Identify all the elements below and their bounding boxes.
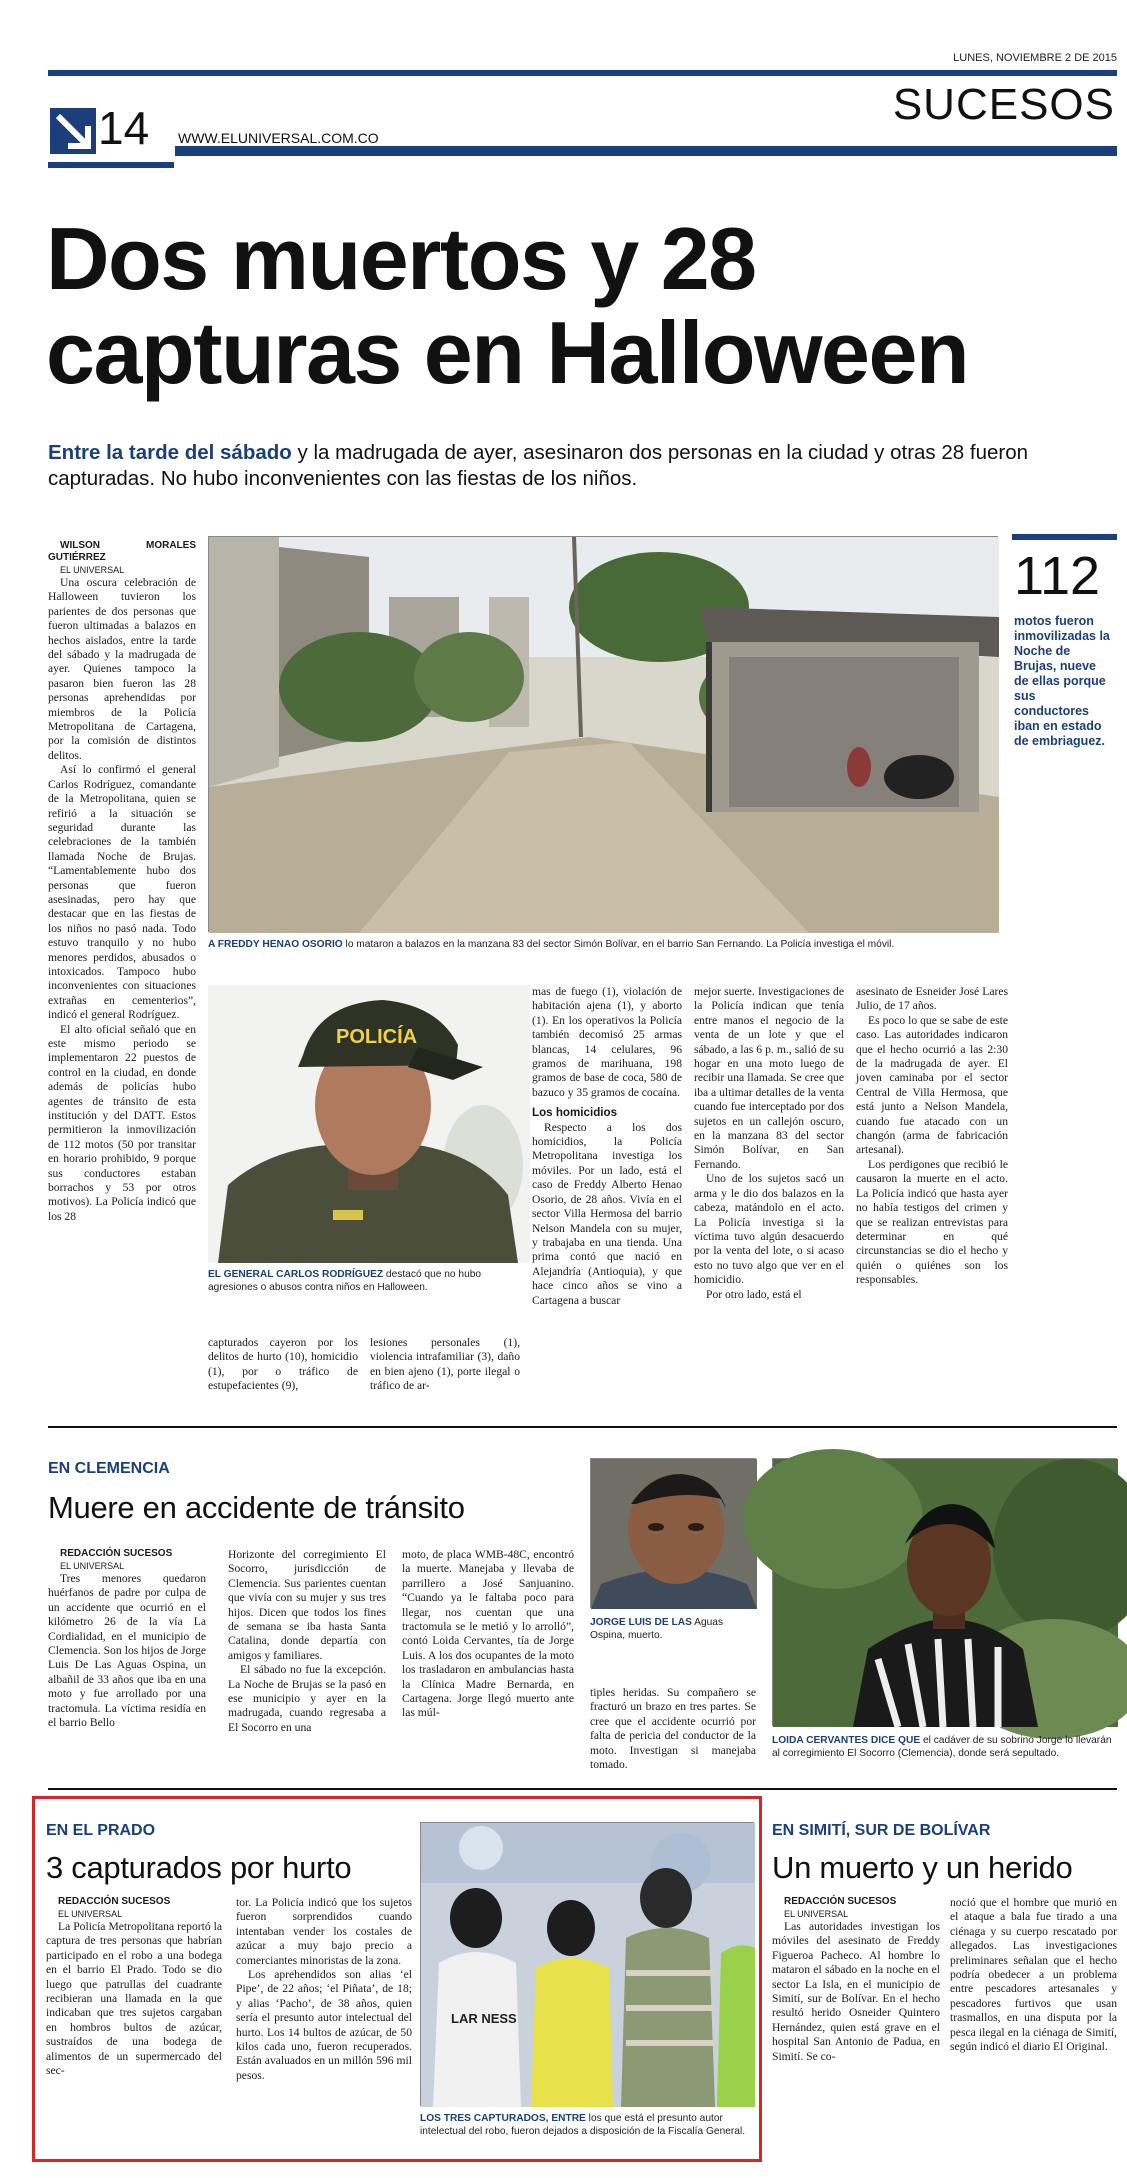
clemencia-col4-p1: tiples heridas. Su compañero se fracturó un brazo en tres partes. Se cree que el accidente ocurrió por falta de pericia del conductor de la moto. Investigan si manejaba tomado. [590,1686,756,1772]
main-col4-p2: Respecto a los dos homicidios, la Policía Metropolitana investiga los móviles. Por un lado, está el caso de Freddy Alberto Henao Osorio, de 28 años. Vivía en el sector Villa Hermosa del barrio Nelson Mandela con su mujer, y trabajaba en una tienda. Una prima contó que nació en Alejandría (Antioquia), y que hace cinco años se vino a Cartagena a buscar [532,1120,682,1307]
clemencia-col-4 [590,1686,756,1772]
loida-portrait-image [773,1459,1118,1727]
cap-text: POLICÍA [336,1026,418,1048]
main-col-1 [48,540,196,1400]
main-col5-p1: mejor suerte. Investigaciones de la Policía indican que tenía entre manos el negocio de la venta de un lote y que el sábado, a las 6 p. m., salió de su hogar en una moto luego de recibir una llamada. Se cree que iba a ultimar detalles de la venta cuando fue interceptado por dos sujetos en un callejón oscuro, en la manzana 83 del sector Simón Bolívar, en San Fernando. [694,985,845,1171]
stat-number: 112 [1014,546,1101,606]
issue-date: LUNES, NOVIEMBRE 2 DE 2015 [953,52,1117,64]
clemencia-headline: Muere en accidente de tránsito [48,1490,465,1525]
clemencia-source: EL UNIVERSAL [60,1561,125,1571]
main-deck-highlight: Entre la tarde del sábado [48,441,292,464]
main-deck [48,440,1028,492]
section-divider-1 [48,1426,1117,1428]
page-arrow-icon [50,108,96,159]
main-deck-text: y la madrugada de ayer, asesinaron dos personas en la ciudad y otras 28 fueron capturadas. No hubo inconvenientes con las fiestas de los niños. [48,441,1029,490]
main-col-3 [370,1336,520,1400]
photo-loida [772,1458,1117,1726]
clemencia-col-1 [48,1548,206,1758]
main-col-2 [208,1336,358,1400]
simiti-source: EL UNIVERSAL [784,1909,849,1919]
simiti-col1-p1: Las autoridades investigan los móviles del asesinato de Freddy Figueroa Pacheco. Al hombre lo mataron el sábado en la noche en el sector La Isla, en el municipio de Simití, sur de Bolívar. En el hecho resultó herido Osneider Quintero Hernández, quien está grave en el hospital San Antonio de Padua, en Simití. Se co- [772,1920,940,2063]
stat-text: motos fueron inmovilizadas la Noche de Brujas, nueve de ellas porque sus conductores iban en estado de embriaguez. [1014,614,1110,748]
simiti-kicker: EN SIMITÍ, SUR DE BOLÍVAR [772,1822,991,1839]
photo-victim [590,1458,756,1608]
photo-crime-scene-caption-lead: A FREDDY HENAO OSORIO [208,939,343,950]
main-col4-p1: mas de fuego (1), violación de habitación ajena (1), y aborto (1). En los operativos la Policía también decomisó 25 armas blancas, 14 celulares, 96 gramos de marihuana, 198 gramos de base de coca, 580 de bazuco y 35 gramos de cocaína. [532,985,682,1099]
main-col6-p2: Es poco lo que se sabe de este caso. Las autoridades indicaron que el hecho ocurrió a las 2:30 de la madrugada de ayer. El joven caminaba por el sector Central de Villa Hermosa, que está junto a Nelson Mandela, cuando fue atacado con un changón (arma de fabricación artesanal). [856,1013,1008,1157]
photo-general [208,985,530,1263]
main-col2-p1: capturados cayeron por los delitos de hurto (10), homicidio (1), por o tráfico de estupefacientes (9), [208,1336,358,1393]
photo-victim-caption [590,1616,756,1642]
homicides-subhead: Los homicidios [532,1106,618,1120]
photo-captured-caption-lead: LOS TRES CAPTURADOS, ENTRE [420,2113,586,2124]
masthead-left-bar [48,162,174,168]
photo-loida-caption [772,1734,1117,1760]
clemencia-col-2 [228,1548,386,1758]
photo-captured-caption [420,2112,754,2138]
photo-crime-scene-caption [208,938,998,951]
main-headline-line2: capturas en Halloween [46,303,969,402]
main-col5-p3: Por otro lado, está el [706,1287,802,1301]
clemencia-col2-p1: Horizonte del corregimiento El Socorro, jurisdicción de Clemencia. Sus parientes cuentan que vivía con su mujer y sus tres hijos. Dicen que todos los fines de semana se iba hasta Santa Catalina, donde departía con amigos y familiares. [228,1548,386,1662]
main-byline: WILSON MORALES GUTIÉRREZ [48,540,196,563]
photo-loida-caption-text: el cadáver de su sobrino Jorge lo llevarán al corregimiento El Socorro (Clemencia), donde será sepultado. [772,1735,1112,1759]
clemencia-col2-p2: El sábado no fue la excepción. La Noche de Brujas se la pasó en ese municipio y ayer en la madrugada, cuando regresaba a El Socorro en una [228,1663,386,1734]
prado-col2-p1: tor. La Policía indicó que los sujetos fueron sorprendidos cuando intentaban vender los costales de azúcar a muy bajo precio a comerciantes minoristas de la zona. [236,1896,412,1967]
clemencia-col3-p1: moto, de placa WMB-48C, encontró la muerte. Manejaba y llevaba de parrillero a José Sanjuanino. “Cuando ya le faltaba poco para llegar, nos cuentan que una tractomula se le metió y lo arrolló”, contó Loida Cervantes, tía de Jorge Luis. A los dos ocupantes de la moto los trasladaron en ambulancias hasta la Clínica Madre Bernarda, en Cartagena. Jorge llegó muerto ante las múl- [402,1548,574,1720]
clemencia-byline: REDACCIÓN SUCESOS [60,1548,173,1559]
shirt-text: LAR NESS [451,2011,517,2026]
photo-crime-scene-caption-text: lo mataron a balazos en la manzana 83 del sector Simón Bolívar, en el barrio San Fernando. La Policía investiga el móvil. [342,939,895,950]
simiti-col-2 [950,1896,1117,2148]
simiti-col-1 [772,1896,940,2148]
photo-captured [420,1822,754,2106]
main-headline [46,209,969,402]
stat-rule [1012,534,1117,540]
section-title: SUCESOS [892,80,1115,129]
website-link[interactable]: WWW.ELUNIVERSAL.COM.CO [178,130,379,146]
photo-general-caption [208,1268,530,1294]
main-col3-p1: lesiones personales (1), violencia intrafamiliar (3), daño en bien ajeno (1), porte ilegal o tráfico de ar- [370,1336,520,1393]
simiti-headline: Un muerto y un herido [772,1850,1073,1885]
main-col6-p3: Los perdigones que recibió le causaron la muerte en el acto. La Policía indicó que hasta ayer no había testigos del crimen y que se realizan entrevistas para determinar en qué circunstancias se dio el hecho y quién o quiénes son los responsables. [856,1157,1008,1287]
captured-suspects-image [421,1823,755,2107]
masthead-bottom-bar [175,146,1117,156]
prado-source: EL UNIVERSAL [58,1909,123,1919]
main-col-5 [694,985,844,1400]
main-col1-p3: El alto oficial señaló que en este mismo periodo se implementaron 22 puestos de control en la ciudad, en donde además de policías hubo agentes de tránsito de esta institución y del DATT. Estos permitieron la inmovilización de 112 motos (50 por transitar en horario prohibido, 9 porque sus conductores estaban borrachos y 53 por otros motivos). La Policía indicó que los 28 [48,1022,196,1223]
clemencia-col1-p1: Tres menores quedaron huérfanos de padre por culpa de un accidente que ocurrió en el kilómetro 26 de la vía La Cordialidad, en el municipio de Clemencia. Son los hijos de Jorge Luis De Las Aguas Ospina, un albañil de 33 años que iba en una moto y fue arrollado por una tractomula. La víctima residía en el barrio Bello [48,1572,206,1730]
main-col5-p2: Uno de los sujetos sacó un arma y le dio dos balazos en la cabeza, matándolo en el acto. La Policía investiga si la víctima tuvo algún desacuerdo por la venta del lote, o si acaso esto no tuvo algo que ver en el homicidio. [694,1172,844,1287]
photo-loida-caption-lead: LOIDA CERVANTES DICE QUE [772,1735,921,1746]
prado-col2-p2: Los aprehendidos son alias ‘el Pipe’, de 22 años; ‘el Piñata’, de 18; y alias ‘Pacho’, de 38 años, quien sería el presunto autor intelectual del hurto. Los 14 bultos de azúcar, de 50 kilos cada uno, fueron recuperados. Están avaluados en un millón 596 mil pesos. [236,1968,412,2082]
photo-victim-caption-text: Aguas Ospina, muerto. [590,1617,724,1641]
prado-col1-p1: La Policía Metropolitana reportó la captura de tres personas que habrían participado en el robo a una bodega en el barrio El Prado. Todo se dio luego que patrullas del cuadrante recibieran una llamada en la que indicaban que tres sujetos cargaban en hombros bultos de azúcar, sustraídos de una bodega de alimentos de un supermercado del sec- [46,1920,222,2078]
clemencia-kicker: EN CLEMENCIA [48,1460,170,1477]
photo-general-caption-text: destacó que no hubo agresiones o abusos contra niños en Halloween. [208,1269,482,1293]
prado-byline: REDACCIÓN SUCESOS [58,1896,171,1907]
main-col1-p1: Una oscura celebración de Halloween tuvieron los parientes de dos personas que fueron ultimadas a balazos en hechos aislados, entre la tarde del sábado y la madrugada de ayer. Quienes tampoco la pasaron bien fueron las 28 personas aprehendidas por miembros de la Policía Metropolitana de Cartagena, por la comisión de distintos delitos. [48,576,196,762]
prado-col-1 [46,1896,222,2148]
prado-col-2 [236,1896,412,2148]
main-col6-p1: asesinato de Esneider José Lares Julio, de 17 años. [856,985,1008,1013]
photo-victim-caption-lead: JORGE LUIS DE LAS [590,1617,692,1628]
page-number: 14 [98,102,150,154]
main-col1-p2: Así lo confirmó el general Carlos Rodríguez, comandante de la Metropolitana, quien se refirió a la situación se seguridad durante las celebraciones de la también llamada Noche de Brujas. “Lamentablemente hubo dos personas que fueron asesinadas, pero hay que destacar que en las fiestas de los niños no pasó nada. Todo estuvo tranquilo y no hubo menores perdidos, abusados o intoxicados. Tampoco hubo inconvenientes con situaciones extrañas en cementerios”, indicó el general Rodríguez. [48,763,196,1022]
main-source: EL UNIVERSAL [60,565,125,575]
prado-kicker: EN EL PRADO [46,1822,156,1839]
main-headline-line1: Dos muertos y 28 [46,209,756,308]
photo-captured-caption-text: los que está el presunto autor intelectual del robo, fueron dejados a disposición de la Fiscalía General. [420,2113,746,2137]
crime-scene-image [209,537,999,933]
prado-headline: 3 capturados por hurto [46,1850,352,1885]
simiti-byline: REDACCIÓN SUCESOS [784,1896,897,1907]
masthead-top-rule [48,70,1117,76]
general-portrait-image [208,985,530,1263]
clemencia-col-3 [402,1548,574,1758]
photo-general-caption-lead: EL GENERAL CARLOS RODRÍGUEZ [208,1269,384,1280]
photo-crime-scene [208,536,998,932]
victim-portrait-image [591,1459,757,1609]
main-col-4 [532,985,682,1400]
main-col-6 [856,985,1008,1400]
simiti-col2-p1: noció que el hombre que murió en el ataque a bala fue tirado a una ciénaga y su cuerpo rescatado por allegados. Las investigaciones preliminares señalan que el hecho podría obedecer a un problema entre pescadores artesanales y pescadores furtivos que usan trasmallos, en una disputa por la pesca ilegal en la ciénaga de Simití, según indicó el diario El Original. [950,1896,1117,2054]
section-divider-2 [48,1788,1117,1790]
